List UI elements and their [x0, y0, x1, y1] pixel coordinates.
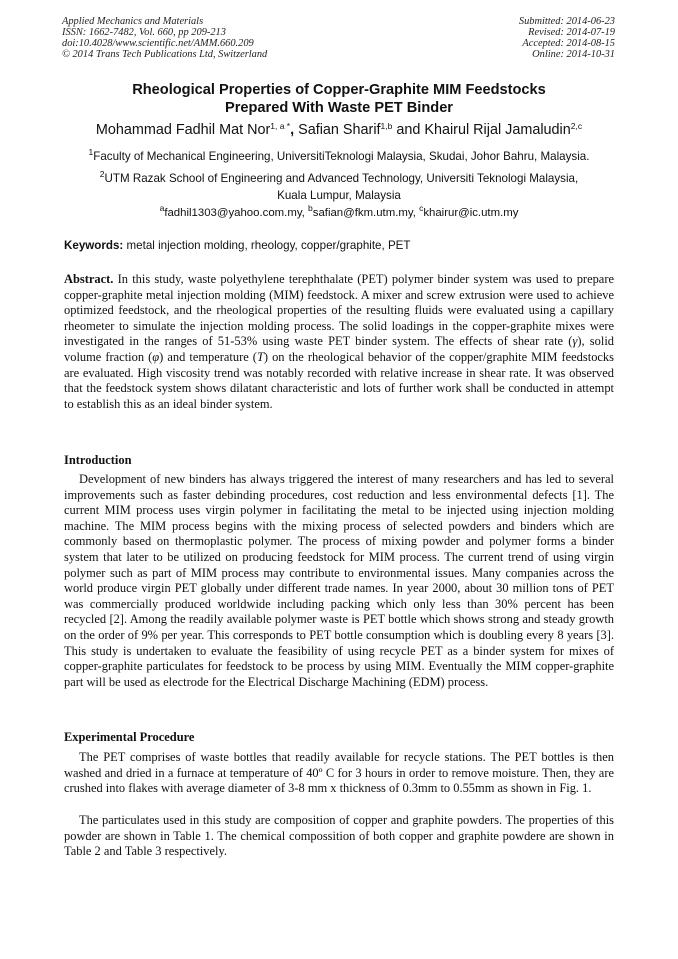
journal-issn: ISSN: 1662-7482, Vol. 660, pp 209-213 — [62, 26, 226, 38]
experimental-paragraph-2: The particulates used in this study are composition of copper and graphite powders. The properties of this powder are shown in Table 1. The chemical compossition of both copper and graphite powdere are shown in Table 2 and Table 3 respectively. — [64, 813, 614, 859]
journal-info — [62, 17, 267, 61]
author-3-affiliation-mark: 2,c — [570, 121, 583, 131]
abstract-text-2: ), solid volume fraction ( — [64, 334, 614, 364]
email-2-mark: b — [308, 203, 313, 213]
abstract-label: Abstract. — [64, 272, 114, 286]
submission-dates — [519, 17, 615, 61]
affiliation-2-line-1: UTM Razak School of Engineering and Advanced Technology, Universiti Teknologi Malaysia, — [104, 172, 579, 185]
symbol-phi: φ — [152, 349, 160, 364]
author-3-name: Khairul Rijal Jamaludin — [424, 122, 571, 138]
affiliation-1-text: Faculty of Mechanical Engineering, UniversitiTeknologi Malaysia, Skudai, Johor Bahru, Malaysia. — [93, 150, 590, 163]
abstract-text-4: ) on the rheological behavior of the copper/graphite MIM feedstocks are evaluated. High viscosity trend was notably recorded with relative increase in shear rate. It was observed that the feedstock system shows dilatant characteristic and lots of further work shall be conducted in attempt to establish this as an ideal binder system. — [64, 349, 614, 411]
journal-doi: doi:10.4028/www.scientific.net/AMM.660.209 — [62, 37, 254, 49]
author-list: Mohammad Fadhil Mat Nor$^{1, a *}$, Safian Sharif$^{1,b}$ and Khairul Rijal Jamaludin$^{2,c}$ — [95, 121, 583, 138]
paper-title — [40, 81, 638, 117]
keywords — [64, 238, 616, 254]
affiliation-1-mark: 1 — [88, 147, 94, 157]
date-revised: Revised: 2014-07-19 — [528, 26, 615, 38]
email-1-mark: a — [159, 203, 165, 213]
keywords-label: Keywords: — [64, 239, 124, 252]
introduction-heading: Introduction — [64, 453, 132, 467]
affiliation-2-mark: 2 — [99, 169, 105, 179]
date-accepted: Accepted: 2014-08-15 — [522, 37, 615, 49]
symbol-t: T — [256, 349, 264, 364]
experimental-paragraph-1: The PET comprises of waste bottles that readily available for recycle stations. The PET bottles is then washed and dried in a furnace at temperature of 40º C for 3 hours in order to remove moisture. Then, they are crushed into flakes with average diameter of 3-8 mm x thickness of 0.3mm to 0.55mm as shown in Fig. 1. — [64, 750, 614, 796]
abstract-text-3: ) and temperature ( — [159, 349, 257, 364]
abstract-text-1: In this study, waste polyethylene terephthalate (PET) polymer binder system was used to prepare copper-graphite metal injection molding (MIM) feedstock. A mixer and screw extrusion were used to achieve optimized feedstock, and the rheological properties of the resulting fluids were evaluated using a capillary rheometer to simulate the injection molding process. The solid loadings in the copper-graphite mixes were investigated in the ranges of 51-53% using waste PET binder system. The effects of shear rate ( — [64, 272, 614, 349]
author-and: and — [396, 122, 421, 138]
date-submitted: Submitted: 2014-06-23 — [518, 16, 615, 27]
email-2[interactable]: safian@fkm.utm.my, — [312, 207, 416, 219]
title-line-1: Rheological Properties of Copper-Graphite MIM Feedstocks — [132, 82, 546, 98]
author-1-affiliation-mark: 1, a * — [270, 121, 291, 131]
abstract — [64, 272, 614, 412]
symbol-gamma: γ — [572, 334, 578, 349]
email-3[interactable]: khairur@ic.utm.my — [423, 207, 519, 219]
date-online: Online: 2014-10-31 — [532, 48, 615, 60]
affiliation-2-line-2: Kuala Lumpur, Malaysia — [277, 188, 401, 202]
author-1-name: Mohammad Fadhil Mat Nor — [95, 122, 271, 138]
email-1[interactable]: fadhil1303@yahoo.com.my, — [164, 207, 305, 219]
introduction-paragraph: Development of new binders has always triggered the interest of many researchers and has led to several improvements such as faster debinding procedures, cost reduction and less environmental defects [1]. The current MIM process uses virgin polymer in facilitating the metal to be injected using injection molding machine. The MIM process begins with the mixing process of selected powders and binders which are commonly based on thermoplastic polymer. The process of mixing powder and polymer forms a binder system that later to be utilized on producing feedstock for MIM process. The current trend of using virgin polymer such as part of MIM process may contribute to environmental issues. Many companies across the world produce virgin PET globally under different trade names. In year 2000, about 30 million tons of PET was commercially produced worldwide including packing which only less than 30% percent has been recycled [2]. Among the readily available polymer waste is PET bottle which shows strong and steady growth on the order of 9% per year. This corresponds to PET bottle consumption which is doubling every 8 years [3]. This study is undertaken to evaluate the feasibility of using recycle PET as a binder system for mixes of copper-graphite particulates for feedstock to be process by using MIM. Eventually the MIM copper-graphite part will be used as electrode for the Electrical Discharge Machining (EDM) process. — [64, 472, 614, 689]
experimental-heading: Experimental Procedure — [64, 730, 195, 744]
keywords-text: metal injection molding, rheology, copper/graphite, PET — [126, 239, 411, 252]
author-2-affiliation-mark: 1,b — [380, 121, 393, 131]
journal-name: Applied Mechanics and Materials — [62, 16, 204, 27]
author-emails — [40, 205, 638, 221]
author-2-name: Safian Sharif — [298, 122, 381, 138]
affiliation-1 — [40, 149, 638, 166]
affiliation-2 — [40, 171, 638, 204]
journal-copyright: © 2014 Trans Tech Publications Ltd, Switzerland — [62, 48, 268, 60]
title-line-2: Prepared With Waste PET Binder — [224, 100, 453, 116]
email-3-mark: c — [419, 203, 424, 213]
